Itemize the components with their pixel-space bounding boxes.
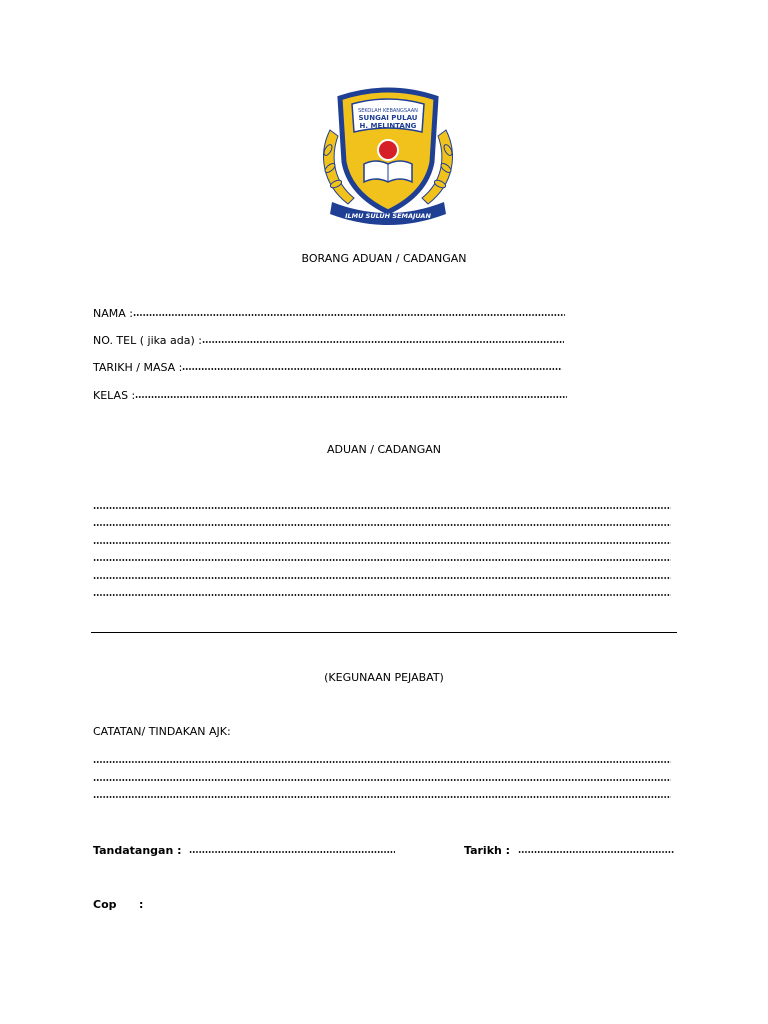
remarks-line[interactable] bbox=[93, 795, 671, 799]
field-kelas-label: KELAS : bbox=[93, 389, 136, 402]
form-title: BORANG ADUAN / CADANGAN bbox=[301, 252, 467, 265]
signature-label: Tandatangan : bbox=[93, 844, 182, 857]
date-line[interactable] bbox=[518, 850, 674, 854]
complaint-line[interactable] bbox=[93, 576, 671, 580]
complaint-line[interactable] bbox=[93, 593, 671, 597]
remarks-label: CATATAN/ TINDAKAN AJK: bbox=[93, 725, 231, 738]
section-title-aduan: ADUAN / CADANGAN bbox=[326, 443, 441, 456]
crest-text-line-1: SEKOLAH KEBANGSAAN bbox=[358, 108, 418, 114]
stamp-colon: : bbox=[139, 898, 144, 911]
remarks-line[interactable] bbox=[93, 778, 671, 782]
remarks-line[interactable] bbox=[93, 760, 671, 764]
section-divider bbox=[91, 632, 677, 633]
date-field[interactable] bbox=[464, 844, 674, 858]
field-kelas-line[interactable] bbox=[135, 395, 567, 399]
date-label: Tarikh : bbox=[464, 844, 511, 857]
office-use-title: (KEGUNAAN PEJABAT) bbox=[324, 671, 444, 684]
field-nama-label: NAMA : bbox=[93, 307, 133, 320]
signature-line[interactable] bbox=[189, 850, 395, 854]
field-nama[interactable] bbox=[93, 307, 565, 321]
crest-text-line-2: SUNGAI PULAU bbox=[358, 114, 418, 122]
field-tarikh-masa-line[interactable] bbox=[182, 367, 562, 371]
complaint-line[interactable] bbox=[93, 541, 671, 545]
complaint-line[interactable] bbox=[93, 558, 671, 562]
field-nama-line[interactable] bbox=[133, 313, 565, 317]
field-no-tel-line[interactable] bbox=[202, 340, 564, 344]
complaint-line[interactable] bbox=[93, 506, 671, 510]
field-no-tel-label: NO. TEL ( jika ada) : bbox=[93, 334, 203, 347]
crest-motto: ILMU SULUH SEMAJUAN bbox=[345, 212, 431, 220]
stamp-label: Cop bbox=[93, 898, 117, 911]
field-tarikh-masa-label: TARIKH / MASA : bbox=[93, 361, 183, 374]
crest-text-line-3: H. MELINTANG bbox=[359, 122, 417, 130]
field-tarikh-masa[interactable] bbox=[93, 361, 562, 375]
school-crest-logo bbox=[308, 84, 468, 232]
field-kelas[interactable] bbox=[93, 389, 567, 403]
signature-field[interactable] bbox=[93, 844, 395, 858]
field-no-tel[interactable] bbox=[93, 334, 564, 348]
complaint-line[interactable] bbox=[93, 523, 671, 527]
